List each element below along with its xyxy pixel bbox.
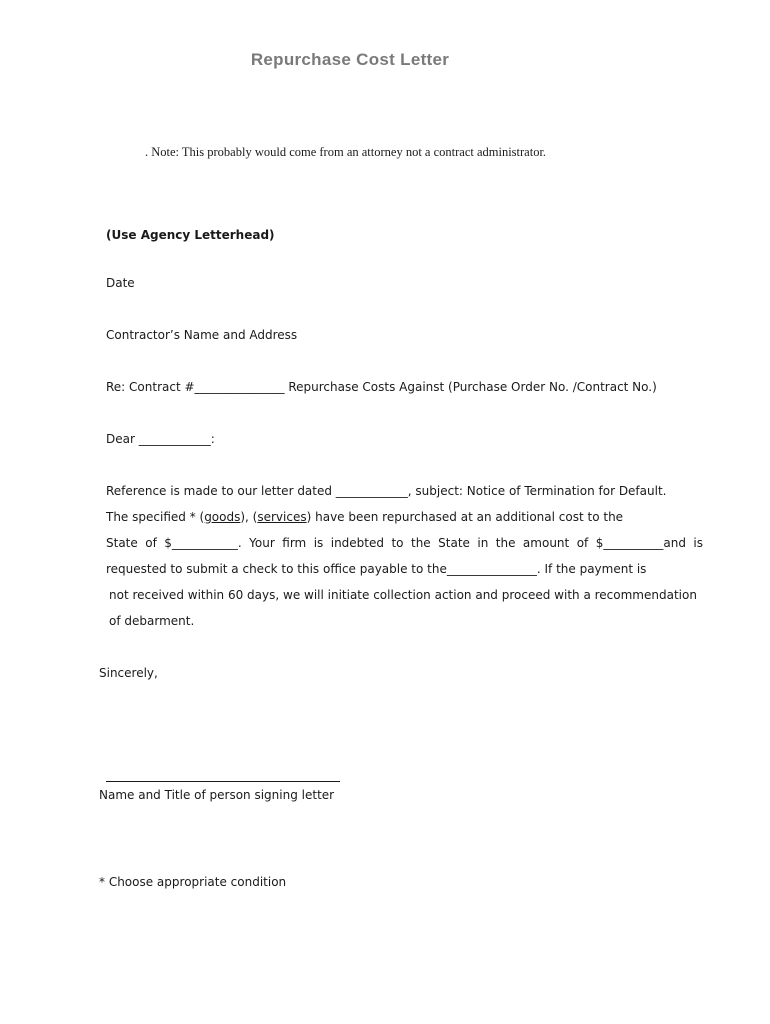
salutation: Dear ____________: [106,432,215,446]
document-title: Repurchase Cost Letter [250,50,450,69]
line2-mid: ), ( [240,510,258,524]
goods-option: goods [204,510,241,524]
re-suffix: Repurchase Costs Against (Purchase Order No. /Contract No.) [284,380,657,394]
contractor-label: Contractor’s Name and Address [106,328,298,342]
footnote: * Choose appropriate condition [99,875,287,889]
paragraph-line-2 [106,510,623,524]
date-label: Date [106,276,135,290]
letterhead-instruction: (Use Agency Letterhead) [106,228,275,242]
re-prefix: Re: Contract # [106,380,195,394]
contract-number-blank: _______________ [194,380,285,394]
paragraph-line-4: requested to submit a check to this office payable to the_______________. If the payment is [106,562,647,576]
paragraph-line-6: of debarment. [109,614,195,628]
paragraph-line-5: not received within 60 days, we will initiate collection action and proceed with a recommendation [109,588,697,602]
closing: Sincerely, [99,666,158,680]
paragraph-line-3: State of $___________. Your firm is indebted to the State in the amount of $__________and is [106,536,703,550]
paragraph-line-1: Reference is made to our letter dated ____________, subject: Notice of Termination for Default. [106,484,667,498]
line2-prefix: The specified * ( [106,510,205,524]
re-line [106,380,657,394]
signature-line [106,781,340,782]
attorney-note: . Note: This probably would come from an attorney not a contract administrator. [145,145,547,159]
services-option: services [257,510,307,524]
signature-label: Name and Title of person signing letter [99,788,335,802]
line2-suffix: ) have been repurchased at an additional cost to the [306,510,624,524]
